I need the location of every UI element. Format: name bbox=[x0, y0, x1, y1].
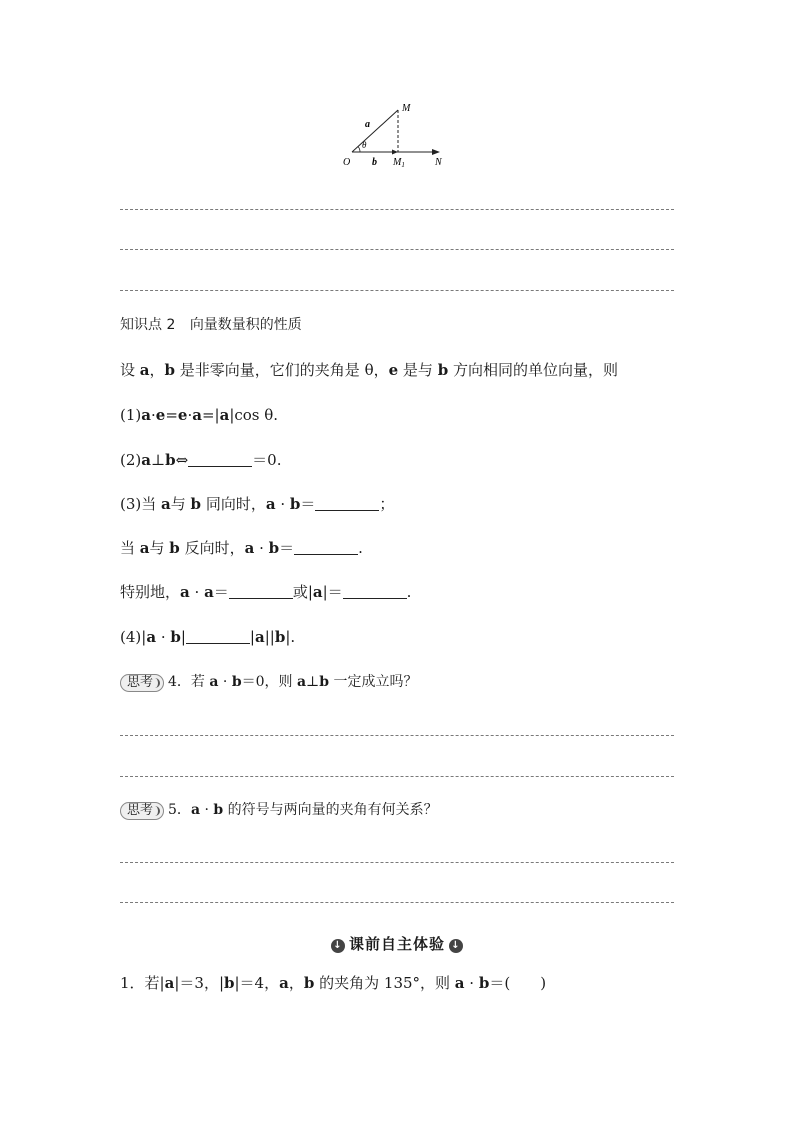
vec-e: e bbox=[155, 406, 166, 424]
think-question-5 bbox=[120, 800, 438, 820]
text: 当 bbox=[120, 539, 140, 557]
heading-text: 向量数量积的性质 bbox=[189, 317, 302, 333]
text: 与 bbox=[170, 495, 191, 513]
label-M1: $M_1$ bbox=[393, 157, 405, 169]
text: 反向时， bbox=[179, 539, 245, 557]
label-a: a bbox=[365, 119, 370, 130]
property-3 bbox=[120, 494, 394, 514]
down-arrow-icon: ↓ bbox=[449, 939, 463, 953]
text: · bbox=[254, 539, 269, 557]
answer-line bbox=[120, 776, 674, 777]
text: 方向相同的单位向量，则 bbox=[448, 361, 618, 379]
text: ， bbox=[288, 974, 304, 992]
label-N: N bbox=[435, 157, 442, 168]
text: |＝4， bbox=[234, 974, 280, 992]
intro-line bbox=[120, 360, 618, 380]
text: 同向时， bbox=[201, 495, 266, 513]
text: ⊥ bbox=[150, 451, 166, 469]
fill-blank[interactable] bbox=[229, 584, 293, 599]
text: 当 bbox=[141, 495, 162, 513]
vec-b: b bbox=[274, 628, 286, 646]
text: 一定成立吗？ bbox=[329, 674, 418, 690]
vec-b: b bbox=[165, 451, 176, 469]
text: 1．若| bbox=[120, 974, 165, 992]
fill-blank[interactable] bbox=[343, 584, 407, 599]
down-arrow-icon: ↓ bbox=[331, 939, 345, 953]
text: . bbox=[358, 539, 363, 557]
knowledge-heading bbox=[120, 315, 302, 335]
arrowhead-M1 bbox=[392, 150, 398, 155]
property-2 bbox=[120, 450, 281, 470]
text: ＝ bbox=[279, 539, 295, 557]
vec-a: a bbox=[141, 451, 151, 469]
text: |＝ bbox=[322, 583, 343, 601]
text: |cos θ. bbox=[229, 406, 279, 424]
vec-b: b bbox=[224, 974, 235, 992]
vec-a: a bbox=[192, 406, 202, 424]
vec-b: b bbox=[169, 539, 180, 557]
vec-b: b bbox=[231, 674, 242, 690]
section-title bbox=[0, 933, 794, 954]
text: ⇔ bbox=[175, 451, 189, 469]
text: 与 bbox=[149, 539, 170, 557]
heading-label: 知识点 2 bbox=[120, 317, 176, 333]
text: 或| bbox=[292, 583, 313, 601]
vec-e: e bbox=[388, 361, 399, 379]
vec-b: b bbox=[170, 628, 181, 646]
vec-b: b bbox=[268, 539, 280, 557]
section-title-text: 课前自主体验 bbox=[348, 935, 445, 953]
vec-a: a bbox=[161, 495, 171, 513]
vec-b: b bbox=[190, 495, 202, 513]
special-case bbox=[120, 582, 411, 602]
property-4 bbox=[120, 627, 295, 647]
vec-b: b bbox=[213, 802, 224, 818]
answer-line bbox=[120, 735, 674, 736]
answer-line bbox=[120, 209, 674, 210]
vec-b: b bbox=[437, 361, 449, 379]
text: = bbox=[165, 406, 178, 424]
vec-a: a bbox=[454, 974, 465, 992]
vec-a: a bbox=[190, 802, 201, 818]
answer-line bbox=[120, 862, 674, 863]
answer-line bbox=[120, 902, 674, 903]
vec-a: a bbox=[180, 583, 190, 601]
text: 特别地， bbox=[120, 583, 181, 601]
think-badge: 思考 bbox=[120, 802, 164, 820]
label-O: O bbox=[343, 157, 351, 168]
fill-blank[interactable] bbox=[186, 629, 250, 644]
property-3b bbox=[120, 538, 363, 558]
text: 4．若 bbox=[168, 674, 210, 690]
vec-a: a bbox=[141, 406, 151, 424]
text: (1) bbox=[120, 406, 142, 424]
property-1 bbox=[120, 405, 278, 425]
text: . bbox=[406, 583, 412, 601]
text: (4)| bbox=[120, 628, 147, 646]
answer-line bbox=[120, 290, 674, 291]
text: ＝0，则 bbox=[241, 674, 297, 690]
vec-a: a bbox=[146, 628, 157, 646]
text: ＝( ) bbox=[489, 974, 547, 992]
vec-a: a bbox=[139, 539, 150, 557]
text: ＝0. bbox=[252, 451, 282, 469]
text: 的夹角为 135°，则 bbox=[314, 974, 455, 992]
vec-e: e bbox=[177, 406, 188, 424]
vector-projection-figure bbox=[336, 98, 456, 170]
text: · bbox=[200, 802, 214, 818]
vec-a: a bbox=[204, 583, 214, 601]
vec-b: b bbox=[319, 674, 330, 690]
vec-a: a bbox=[139, 361, 150, 379]
label-M: M bbox=[402, 103, 411, 114]
text: 5． bbox=[168, 802, 191, 818]
fill-blank[interactable] bbox=[294, 540, 358, 555]
vec-b: b bbox=[164, 361, 176, 379]
vec-b: b bbox=[289, 495, 301, 513]
vec-a: a bbox=[219, 406, 230, 424]
text: || bbox=[264, 628, 275, 646]
text: ； bbox=[379, 495, 395, 513]
vec-a: a bbox=[265, 495, 276, 513]
vec-a: a bbox=[312, 583, 323, 601]
text: ＝ bbox=[300, 495, 316, 513]
question-1 bbox=[120, 973, 546, 993]
text: 是非零向量，它们的夹角是 θ， bbox=[175, 361, 389, 379]
vector-a-line bbox=[352, 110, 398, 152]
think-badge: 思考 bbox=[120, 674, 164, 692]
text: · bbox=[156, 628, 171, 646]
text: · bbox=[150, 406, 156, 424]
text: (2) bbox=[120, 451, 142, 469]
text: · bbox=[189, 583, 205, 601]
text: =| bbox=[201, 406, 220, 424]
text: · bbox=[218, 674, 232, 690]
vec-b: b bbox=[478, 974, 490, 992]
text: · bbox=[464, 974, 479, 992]
text: ⊥ bbox=[306, 674, 320, 690]
text: 的符号与两向量的夹角有何关系？ bbox=[223, 802, 438, 818]
vec-b: b bbox=[303, 974, 315, 992]
text: ， bbox=[149, 361, 165, 379]
vec-a: a bbox=[244, 539, 255, 557]
vec-a: a bbox=[279, 974, 289, 992]
fill-blank[interactable] bbox=[315, 496, 379, 511]
vec-a: a bbox=[209, 674, 219, 690]
think-question-4 bbox=[120, 672, 417, 692]
fill-blank[interactable] bbox=[188, 452, 252, 467]
label-theta: θ bbox=[362, 140, 367, 150]
answer-line bbox=[120, 249, 674, 250]
angle-arc bbox=[358, 147, 360, 153]
arrowhead-N bbox=[432, 149, 440, 155]
text: 是与 bbox=[398, 361, 438, 379]
text: |＝3，| bbox=[174, 974, 224, 992]
text: (3) bbox=[120, 495, 142, 513]
vec-a: a bbox=[164, 974, 175, 992]
text: · bbox=[275, 495, 290, 513]
vec-a: a bbox=[254, 628, 265, 646]
text: |. bbox=[285, 628, 296, 646]
text: · bbox=[187, 406, 193, 424]
text: 设 bbox=[120, 361, 140, 379]
text: | bbox=[249, 628, 255, 646]
text: | bbox=[180, 628, 186, 646]
vec-a: a bbox=[296, 674, 307, 690]
label-b: b bbox=[372, 157, 377, 168]
text: ＝ bbox=[213, 583, 229, 601]
